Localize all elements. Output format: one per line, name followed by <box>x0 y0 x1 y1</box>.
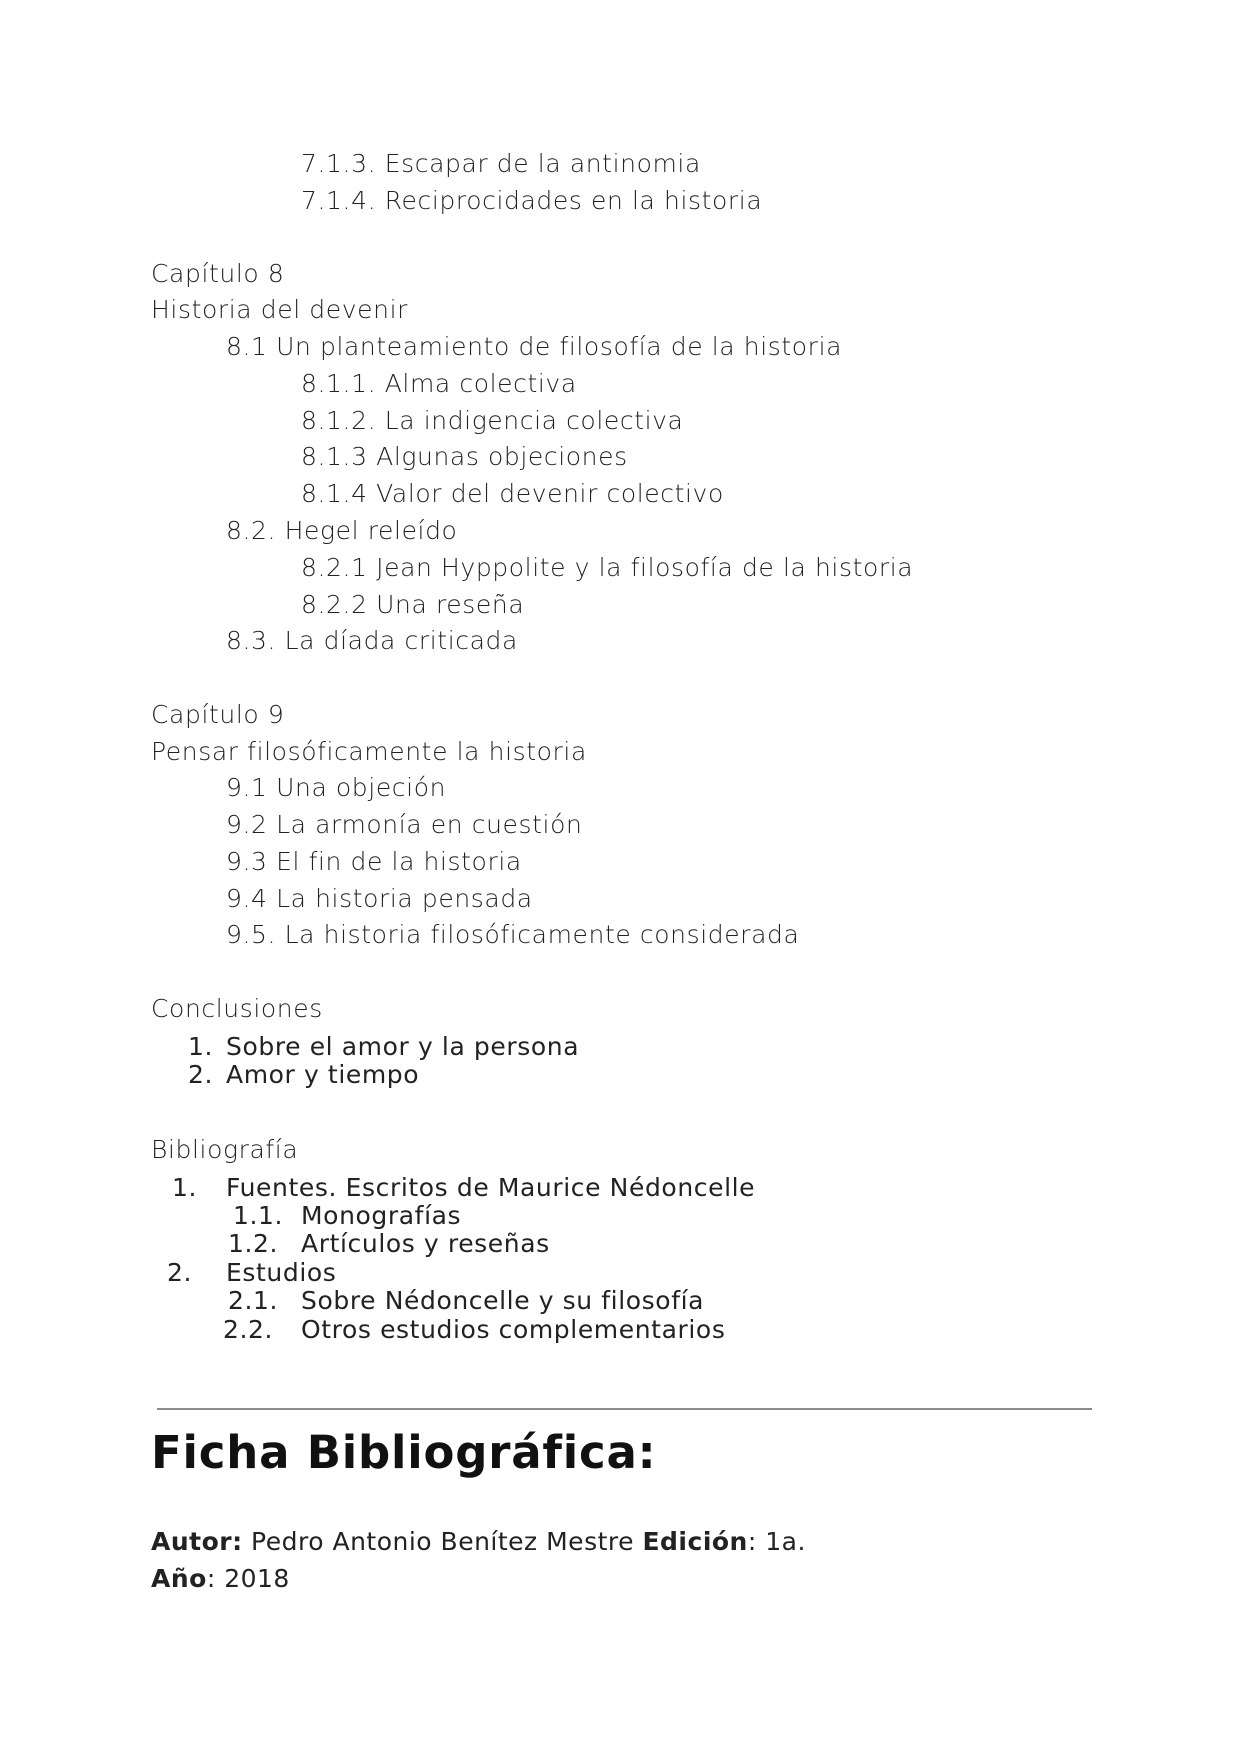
chapter-8-title: Historia del devenir <box>151 295 408 324</box>
toc-entry-8-2-2: 8.2.2 Una reseña <box>301 590 525 619</box>
bibliografia-title: Bibliografía <box>151 1135 299 1164</box>
toc-entry-8-2-1: 8.2.1 Jean Hyppolite y la filosofía de la historia <box>301 553 914 582</box>
toc-entry-7-1-3: 7.1.3. Escapar de la antinomia <box>301 149 701 178</box>
list-item: Artículos y reseñas <box>301 1229 550 1258</box>
toc-entry-8-1-4: 8.1.4 Valor del devenir colectivo <box>301 479 724 508</box>
edicion-label: Edición <box>642 1527 748 1556</box>
toc-entry-9-3: 9.3 El fin de la historia <box>226 847 522 876</box>
chapter-9-label: Capítulo 9 <box>151 700 285 729</box>
toc-entry-8-3: 8.3. La díada criticada <box>226 626 518 655</box>
list-item: Estudios <box>226 1258 337 1287</box>
ficha-anio-line <box>151 1562 290 1596</box>
toc-entry-8-2: 8.2. Hegel releído <box>226 516 458 545</box>
anio-value: : 2018 <box>206 1564 290 1593</box>
toc-entry-9-1: 9.1 Una objeción <box>226 773 447 802</box>
ficha-heading: Ficha Bibliográfica: <box>151 1426 657 1479</box>
list-number: 1. <box>188 1032 214 1061</box>
toc-entry-8-1-3: 8.1.3 Algunas objeciones <box>301 442 628 471</box>
list-number: 2. <box>167 1258 193 1287</box>
list-item: Sobre Nédoncelle y su filosofía <box>301 1286 705 1315</box>
autor-value: Pedro Antonio Benítez Mestre <box>242 1527 643 1556</box>
list-item: Otros estudios complementarios <box>301 1315 726 1344</box>
toc-entry-9-4: 9.4 La historia pensada <box>226 884 533 913</box>
list-number: 1.1. <box>233 1201 284 1230</box>
list-item: Amor y tiempo <box>226 1060 420 1089</box>
list-item: Sobre el amor y la persona <box>226 1032 580 1061</box>
list-number: 1. <box>172 1173 198 1202</box>
list-number: 2.2. <box>223 1315 274 1344</box>
toc-entry-8-1: 8.1 Un planteamiento de filosofía de la historia <box>226 332 843 361</box>
toc-entry-8-1-1: 8.1.1. Alma colectiva <box>301 369 577 398</box>
list-item: Monografías <box>301 1201 462 1230</box>
toc-entry-7-1-4: 7.1.4. Reciprocidades en la historia <box>301 186 763 215</box>
chapter-9-title: Pensar filosóficamente la historia <box>151 737 587 766</box>
conclusiones-title: Conclusiones <box>151 994 323 1023</box>
list-number: 2.1. <box>228 1286 279 1315</box>
edicion-value: : 1a. <box>747 1527 806 1556</box>
autor-label: Autor: <box>151 1527 243 1556</box>
anio-label: Año <box>151 1564 207 1593</box>
list-item: Fuentes. Escritos de Maurice Nédoncelle <box>226 1173 756 1202</box>
list-number: 1.2. <box>228 1229 279 1258</box>
list-number: 2. <box>188 1060 214 1089</box>
toc-entry-9-2: 9.2 La armonía en cuestión <box>226 810 583 839</box>
horizontal-rule <box>157 1408 1092 1410</box>
chapter-8-label: Capítulo 8 <box>151 259 285 288</box>
ficha-autor-edicion-line <box>151 1525 806 1559</box>
toc-entry-8-1-2: 8.1.2. La indigencia colectiva <box>301 406 684 435</box>
toc-entry-9-5: 9.5. La historia filosóficamente considerada <box>226 920 800 949</box>
